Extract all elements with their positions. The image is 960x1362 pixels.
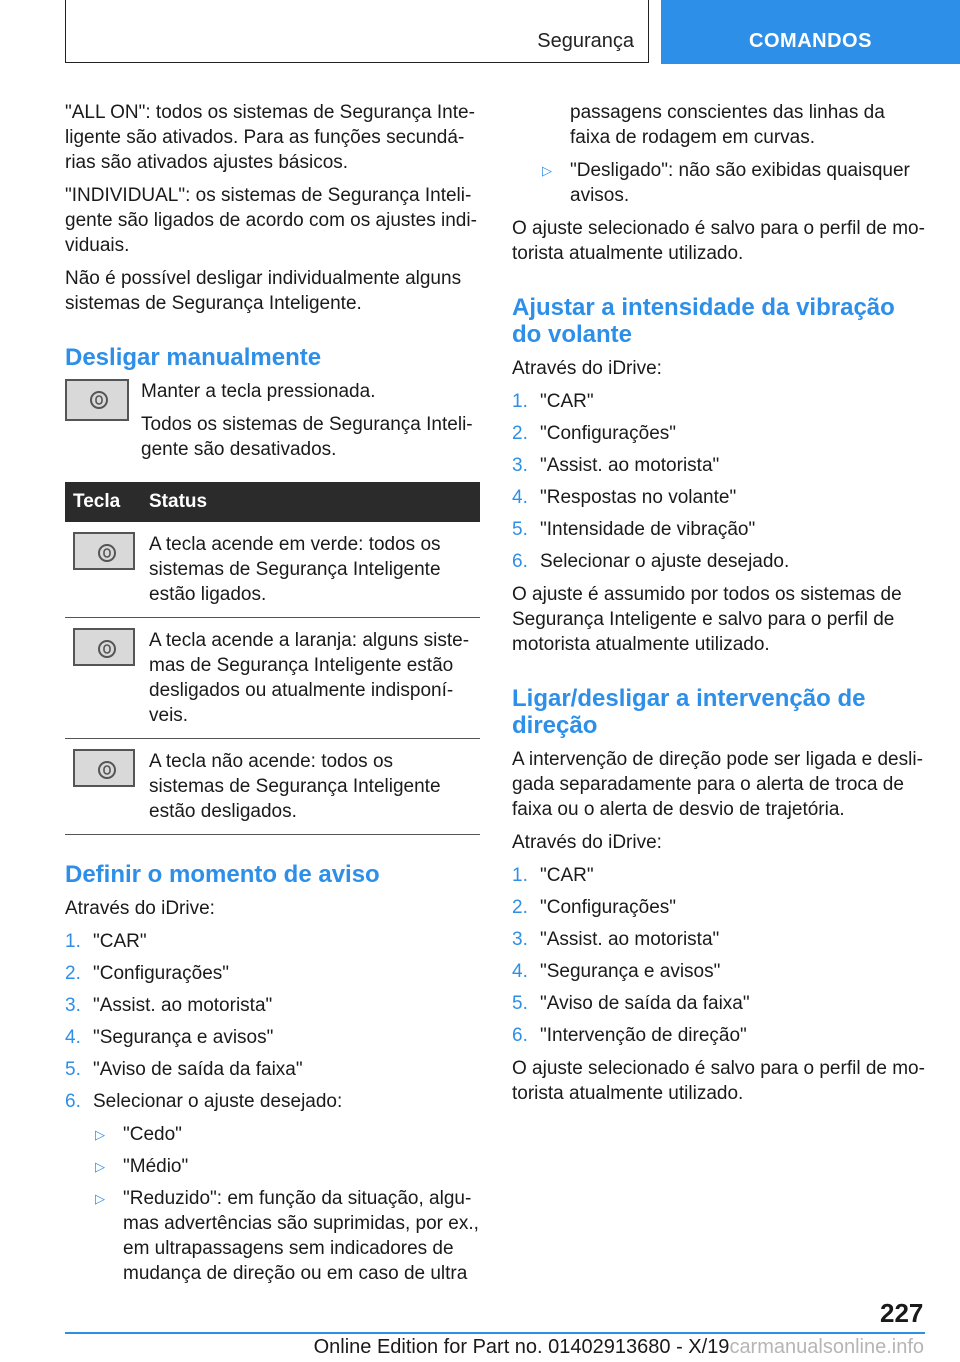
aviso-options <box>65 1122 480 1286</box>
section-title: Segurança <box>537 30 634 52</box>
intro-note: Não é possível desligar individualmente alguns sistemas de Segurança Inteligente. <box>65 268 462 314</box>
list-item: 6. "Intervenção de direção" <box>512 1025 747 1046</box>
list-item: 2. "Configurações" <box>65 963 230 984</box>
table-header-key: Tecla <box>65 482 141 522</box>
list-item: ▷ "Cedo" <box>95 1124 182 1145</box>
list-item: 4. "Respostas no volante" <box>512 487 737 508</box>
dir-steps <box>512 863 927 1048</box>
heading-aviso: Definir o momento de aviso <box>65 861 380 888</box>
table-row <box>65 739 480 835</box>
header-section-box <box>65 0 649 63</box>
key-off-icon <box>73 749 135 787</box>
key-orange-icon <box>73 628 135 666</box>
table-header-status: Status <box>141 482 480 522</box>
intelligent-safety-key-icon <box>65 379 129 421</box>
option-continuation: passagens conscientes das linhas da faixa de rodagem em curvas. <box>570 102 885 148</box>
status-off: A tecla não acende: todos os sistemas de Segurança Inteligente estão desligados. <box>141 739 480 835</box>
left-column <box>65 100 480 1294</box>
dir-intro: A intervenção de direção pode ser ligada e desligada separadamente para o alerta de troca de faixa ou o alerta de desvio de trajetória. <box>512 749 923 820</box>
list-item: ▷ "Médio" <box>95 1156 189 1177</box>
footer-divider <box>65 1332 925 1334</box>
list-item: 5. "Aviso de saída da faixa" <box>512 993 750 1014</box>
list-item: 6. Selecionar o ajuste desejado: <box>65 1091 343 1112</box>
list-item: 3. "Assist. ao motorista" <box>65 995 273 1016</box>
list-item: 4. "Segurança e avisos" <box>512 961 721 982</box>
watermark: carmanualsonline.info <box>729 1336 924 1358</box>
list-item: 1. "CAR" <box>512 865 594 886</box>
vib-note: O ajuste é assumido por todos os sistemas de Segurança Inteligente e salvo para o perfil de motorista atualmente utilizado. <box>512 584 902 655</box>
triangle-bullet-icon: ▷ <box>95 1191 105 1206</box>
vib-via: Através do iDrive: <box>512 358 662 379</box>
table-row <box>65 618 480 739</box>
aviso-steps <box>65 929 480 1114</box>
list-item: 3. "Assist. ao motorista" <box>512 929 720 950</box>
aviso-via: Através do iDrive: <box>65 898 215 919</box>
list-item: 5. "Aviso de saída da faixa" <box>65 1059 303 1080</box>
key-green-icon <box>73 532 135 570</box>
triangle-bullet-icon: ▷ <box>542 163 552 178</box>
footer-edition <box>314 1336 924 1359</box>
chapter-title: COMANDOS <box>749 30 872 52</box>
list-item: 6. Selecionar o ajuste desejado. <box>512 551 790 572</box>
intro-individual: "INDIVIDUAL": os sistemas de Segurança Inteligente são ligados de acordo com os ajustes individuais. <box>65 185 477 256</box>
intro-all-on: "ALL ON": todos os sistemas de Segurança Inteligente são ativados. Para as funções secundárias são ativados ajustes básicos. <box>65 102 475 173</box>
manual-line2: Todos os sistemas de Segurança Inteligente são desativados. <box>141 414 473 460</box>
heading-manual: Desligar manualmente <box>65 344 322 371</box>
key-status-table <box>65 482 480 835</box>
table-row <box>65 522 480 618</box>
vib-steps <box>512 389 927 574</box>
list-item: ▷ "Reduzido": em função da situação, algumas advertências são suprimidas, por ex., em ultrapassagens sem indicadores de mudança de direção ou em caso de ultra <box>95 1188 479 1284</box>
list-item: 4. "Segurança e avisos" <box>65 1027 274 1048</box>
list-item: 3. "Assist. ao motorista" <box>512 455 720 476</box>
heading-vibration: Ajustar a intensidade da vibração do volante <box>512 294 895 348</box>
right-column <box>512 100 927 1114</box>
edition-text: Online Edition for Part no. 01402913680 - X/19 <box>313 1336 730 1358</box>
heading-steering: Ligar/desligar a intervenção de direção <box>512 685 866 739</box>
status-orange: A tecla acende a laranja: alguns sistemas de Segurança Inteligente estão desligados ou atualmente indisponíveis. <box>141 618 480 739</box>
dir-saved: O ajuste selecionado é salvo para o perfil de motorista atualmente utilizado. <box>512 1058 925 1104</box>
list-item: 1. "CAR" <box>65 931 147 952</box>
triangle-bullet-icon: ▷ <box>95 1159 105 1174</box>
manual-row <box>65 379 480 462</box>
list-item: 1. "CAR" <box>512 391 594 412</box>
list-item: 5. "Intensidade de vibração" <box>512 519 756 540</box>
manual-line1: Manter a tecla pressionada. <box>141 381 376 402</box>
page-number: 227 <box>880 1298 924 1328</box>
list-item: 2. "Configurações" <box>512 897 677 918</box>
status-green: A tecla acende em verde: todos os sistemas de Segurança Inteligente estão ligados. <box>141 522 480 618</box>
chapter-tab <box>661 0 960 64</box>
aviso-options-cont <box>512 158 927 208</box>
list-item: ▷ "Desligado": não são exibidas quaisquer avisos. <box>542 160 910 206</box>
list-item: 2. "Configurações" <box>512 423 677 444</box>
saved-note: O ajuste selecionado é salvo para o perfil de motorista atualmente utilizado. <box>512 218 925 264</box>
triangle-bullet-icon: ▷ <box>95 1127 105 1142</box>
dir-via: Através do iDrive: <box>512 832 662 853</box>
